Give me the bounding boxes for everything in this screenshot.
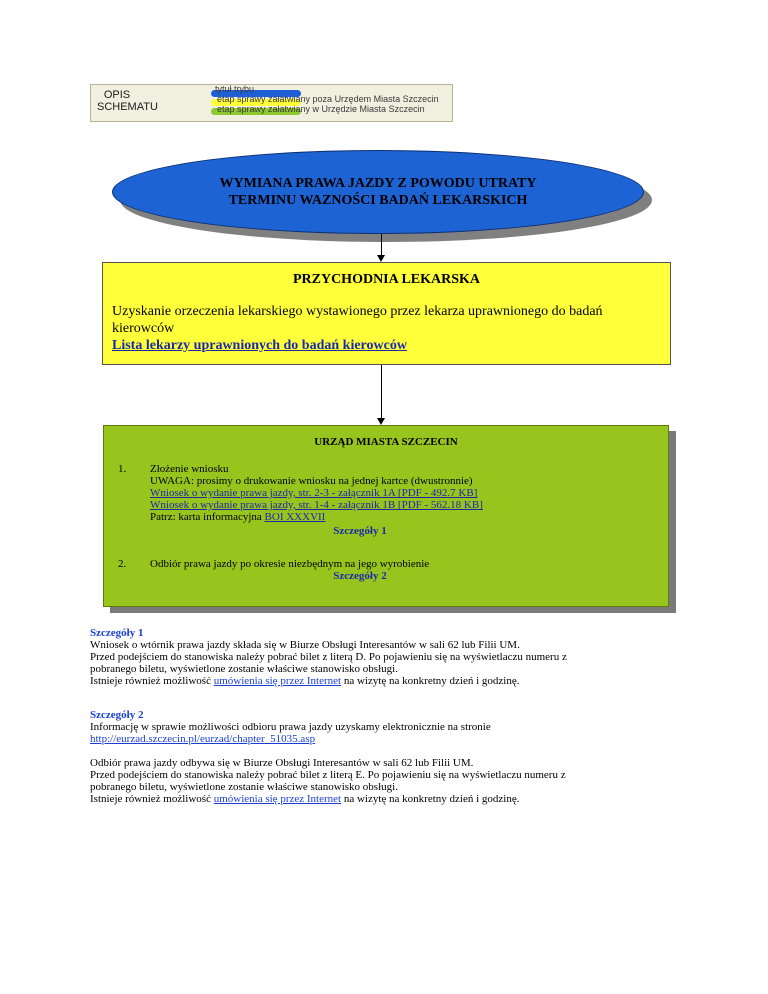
details-1-line1: Wniosek o wtórnik prawa jazdy składa się w Biurze Obsługi Interesantów w sali 62 lub Filii UM. <box>90 639 520 651</box>
step-2-title: Odbiór prawa jazdy po okresie niezbędnym na jego wyrobienie <box>150 558 430 570</box>
appointment-link-2[interactable]: umówienia się przez Internet <box>213 793 342 805</box>
details-1-heading: Szczegóły 1 <box>90 627 144 639</box>
eurzad-url-link[interactable]: http://eurzad.szczecin.pl/eurzad/chapter_51035.asp <box>90 733 316 745</box>
clinic-body <box>112 303 660 354</box>
details-1-line4-start: Istnieje również możliwość <box>90 675 214 687</box>
legend-item-title: tytuł trybu <box>215 84 255 94</box>
clinic-box <box>102 262 671 365</box>
details-2-heading: Szczegóły 2 <box>90 709 144 721</box>
procedure-title-line1: WYMIANA PRAWA JAZDY Z POWODU UTRATY <box>219 176 537 191</box>
details-2-line1: Informację w sprawie możliwości odbioru prawa jazdy uzyskamy elektronicznie na stronie <box>90 721 491 733</box>
legend-title <box>97 89 158 113</box>
details-2-line5-start: Istnieje również możliwość <box>90 793 214 805</box>
details-2-line4: pobranego biletu, wyświetlone zostanie właściwe stanowisko obsługi. <box>90 781 398 793</box>
step-1-reference <box>150 511 660 523</box>
details-2-section <box>90 709 710 805</box>
details-2-line3: Przed podejściem do stanowiska należy pobrać bilet z literą E. Po pojawieniu się na wyświetlaczu numeru z <box>90 769 566 781</box>
step-1-reference-prefix: Patrz: karta informacyjna <box>150 511 265 523</box>
office-box <box>103 425 669 607</box>
appointment-link-1[interactable]: umówienia się przez Internet <box>213 675 342 687</box>
details-2-line5-end: na wizytę na konkretny dzień i godzinę. <box>341 793 520 805</box>
procedure-title-ellipse <box>112 150 644 234</box>
arrow-line-1 <box>381 234 382 256</box>
details-1-line3: pobranego biletu, wyświetlone zostanie właściwe stanowisko obsługi. <box>90 663 398 675</box>
step-1-title: Złożenie wniosku <box>150 463 229 475</box>
procedure-title-line2: TERMINU WAZNOŚCI BADAŃ LEKARSKICH <box>228 193 528 208</box>
doctors-list-link[interactable]: Lista lekarzy uprawnionych do badań kierowców <box>112 338 407 353</box>
details-1-link[interactable]: Szczegóły 1 <box>333 525 387 537</box>
details-1-line4 <box>90 675 710 687</box>
legend-item-outside: etap sprawy załatwiany poza Urzędem Miasta Szczecin <box>217 94 439 104</box>
legend-title-line1: OPIS <box>103 89 131 101</box>
legend-item-inside: etap sprawy załatwiany w Urzędzie Miasta Szczecin <box>217 104 425 114</box>
step-1-number: 1. <box>118 463 127 475</box>
office-title: URZĄD MIASTA SZCZECIN <box>314 436 458 448</box>
details-2-link[interactable]: Szczegóły 2 <box>333 570 387 582</box>
details-1-section <box>90 627 710 687</box>
details-1-line2: Przed podejściem do stanowiska należy pobrać bilet z literą D. Po pojawieniu się na wyświetlaczu numeru z <box>90 651 567 663</box>
arrow-head-1 <box>377 255 385 262</box>
details-1-line4-end: na wizytę na konkretny dzień i godzinę. <box>341 675 520 687</box>
clinic-title: PRZYCHODNIA LEKARSKA <box>292 272 481 287</box>
form-1b-link[interactable]: Wniosek o wydanie prawa jazdy, str. 1-4 - załącznik 1B [PDF - 562.18 KB] <box>150 499 483 511</box>
step-2-number: 2. <box>118 558 127 570</box>
form-1a-link[interactable]: Wniosek o wydanie prawa jazdy, str. 2-3 - załącznik 1A [PDF - 492.7 KB] <box>150 487 478 499</box>
clinic-description: Uzyskanie orzeczenia lekarskiego wystawionego przez lekarza uprawnionego do badań kierowców <box>112 304 603 336</box>
procedure-title <box>113 175 643 209</box>
legend-box <box>90 84 453 122</box>
arrow-line-2 <box>381 365 382 420</box>
details-2-line2: Odbiór prawa jazdy odbywa się w Biurze Obsługi Interesantów w sali 62 lub Filii UM. <box>90 757 474 769</box>
details-2-line5 <box>90 793 710 805</box>
legend-title-line2: SCHEMATU <box>97 101 158 113</box>
arrow-head-2 <box>377 418 385 425</box>
info-card-link[interactable]: BOI XXXVII <box>264 511 326 523</box>
details-2-spacer <box>90 745 710 757</box>
step-1-note: UWAGA: prosimy o drukowanie wniosku na jednej kartce (dwustronnie) <box>150 475 473 487</box>
